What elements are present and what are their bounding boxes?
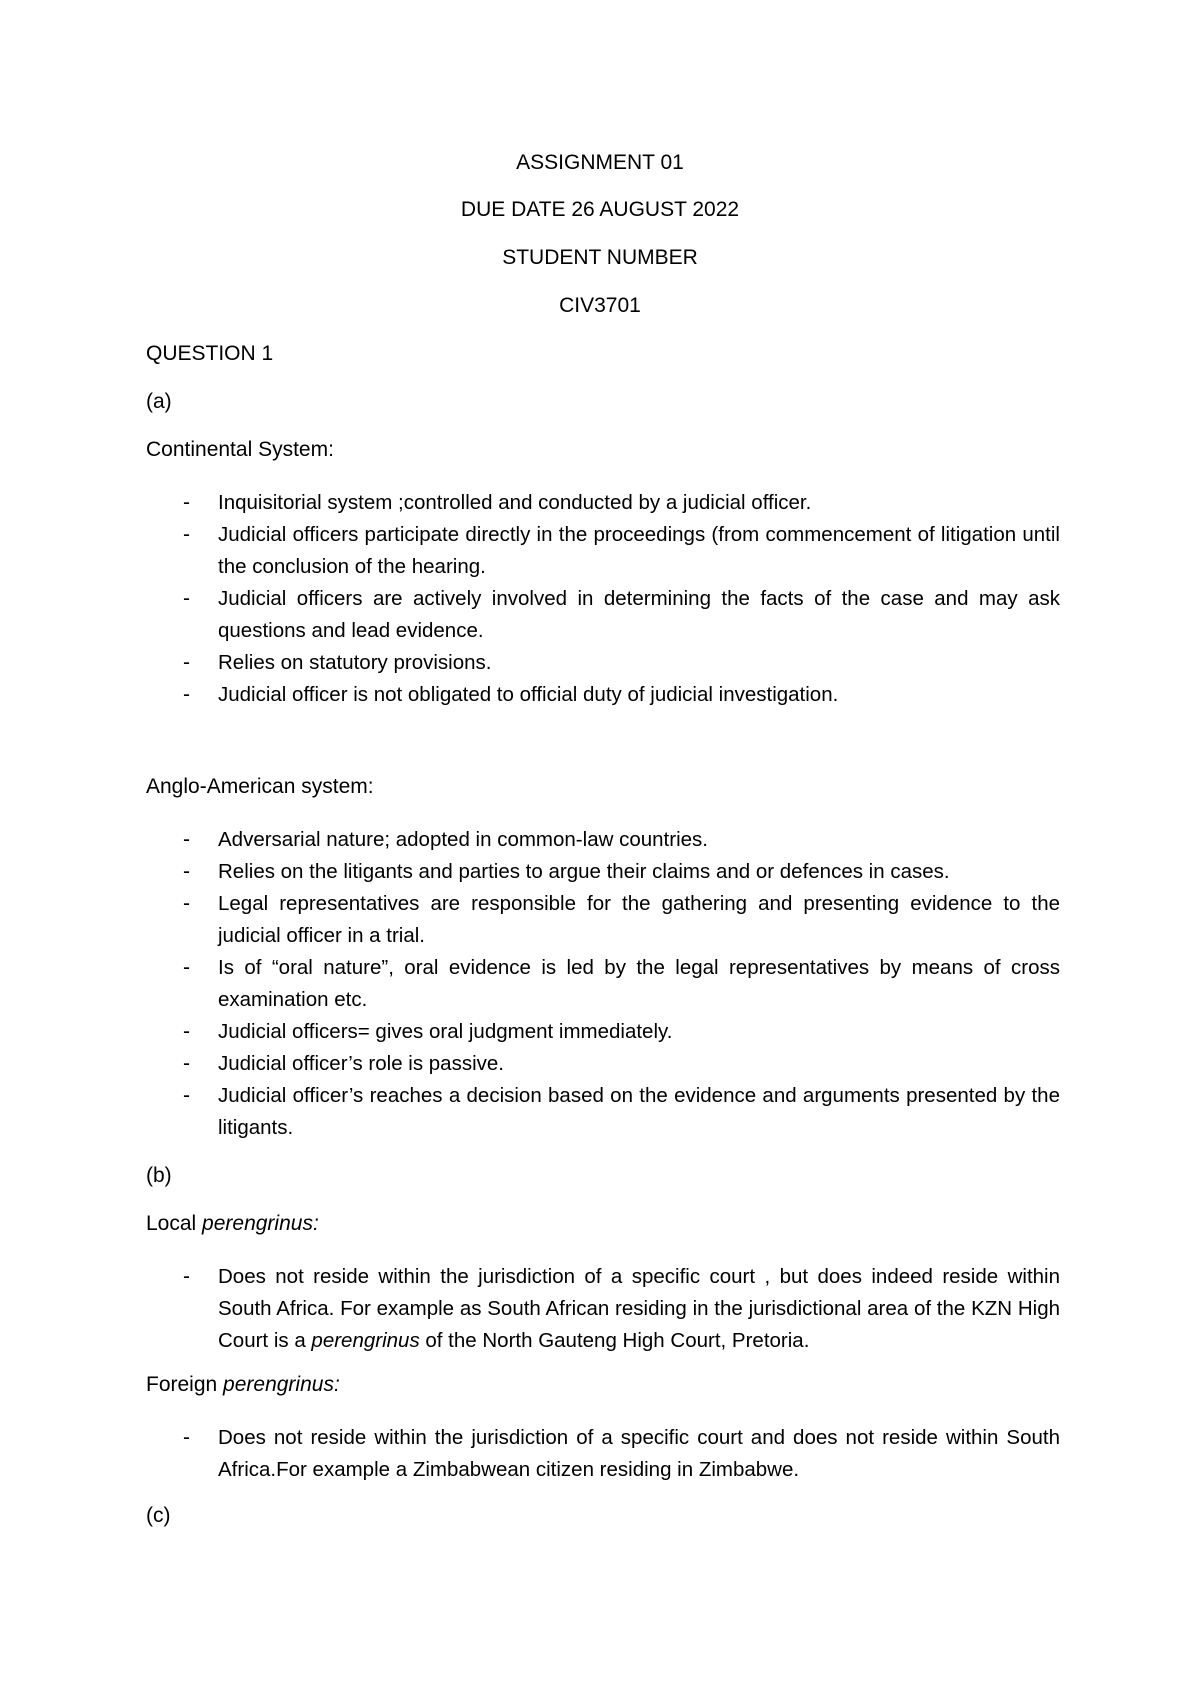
part-b-label: (b)	[146, 1164, 172, 1187]
continental-item: Judicial officers participate directly in the proceedings (from commencement of litigation until the conclusion of the hearing.	[218, 523, 1060, 578]
anglo-item: Judicial officer’s reaches a decision based on the evidence and arguments presented by the litigants.	[218, 1084, 1060, 1139]
foreign-perengrinus-heading	[146, 1372, 340, 1398]
foreign-heading-term: perengrinus:	[223, 1373, 340, 1396]
assignment-title: ASSIGNMENT 01	[516, 151, 684, 174]
local-item-term: perengrinus	[311, 1329, 420, 1352]
anglo-item: Relies on the litigants and parties to argue their claims and or defences in cases.	[218, 860, 950, 883]
due-date: DUE DATE 26 AUGUST 2022	[460, 198, 740, 221]
continental-item: Relies on statutory provisions.	[218, 651, 492, 674]
student-number-label: STUDENT NUMBER	[502, 246, 698, 269]
continental-item: Judicial officer is not obligated to official duty of judicial investigation.	[218, 683, 839, 706]
bullet-marker: -	[183, 523, 190, 546]
foreign-heading-prefix: Foreign	[146, 1373, 224, 1396]
bullet-marker: -	[183, 1084, 190, 1107]
bullet-marker: -	[183, 1265, 190, 1288]
bullet-marker: -	[183, 828, 190, 851]
bullet-marker: -	[183, 587, 190, 610]
question-1-title: QUESTION 1	[146, 342, 274, 365]
bullet-marker: -	[183, 491, 190, 514]
part-c-label: (c)	[146, 1504, 171, 1527]
bullet-marker: -	[183, 956, 190, 979]
local-item-part2: of the North Gauteng High Court, Pretoria.	[419, 1329, 810, 1352]
bullet-marker: -	[183, 892, 190, 915]
local-heading-prefix: Local	[146, 1212, 203, 1235]
part-a-label: (a)	[146, 390, 172, 413]
bullet-marker: -	[183, 1052, 190, 1075]
bullet-marker: -	[183, 1426, 190, 1449]
local-perengrinus-item	[218, 1261, 1060, 1357]
anglo-item: Legal representatives are responsible for the gathering and presenting evidence to the judicial officer in a trial.	[218, 892, 1060, 947]
continental-item: Inquisitorial system ;controlled and conducted by a judicial officer.	[218, 491, 812, 514]
bullet-marker: -	[183, 651, 190, 674]
anglo-item: Is of “oral nature”, oral evidence is led by the legal representatives by means of cross examination etc.	[218, 956, 1060, 1011]
anglo-item: Judicial officers= gives oral judgment immediately.	[218, 1020, 673, 1043]
continental-item: Judicial officers are actively involved in determining the facts of the case and may ask questions and lead evidence.	[218, 587, 1060, 642]
local-heading-term: perengrinus:	[202, 1212, 319, 1235]
bullet-marker: -	[183, 1020, 190, 1043]
bullet-marker: -	[183, 860, 190, 883]
anglo-item: Judicial officer’s role is passive.	[218, 1052, 504, 1075]
bullet-marker: -	[183, 683, 190, 706]
local-perengrinus-heading	[146, 1211, 319, 1237]
anglo-heading: Anglo-American system:	[146, 775, 374, 798]
module-code: CIV3701	[559, 294, 641, 317]
local-item-part1: Does not reside within the jurisdiction of a specific court , but does indeed reside within South Africa. For example as South African residing in the jurisdictional area of the KZN High Court is a	[218, 1265, 1060, 1352]
anglo-item: Adversarial nature; adopted in common-law countries.	[218, 828, 708, 851]
continental-heading: Continental System:	[146, 438, 334, 461]
foreign-perengrinus-item: Does not reside within the jurisdiction of a specific court and does not reside within South Africa.For example a Zimbabwean citizen residing in Zimbabwe.	[218, 1426, 1060, 1481]
